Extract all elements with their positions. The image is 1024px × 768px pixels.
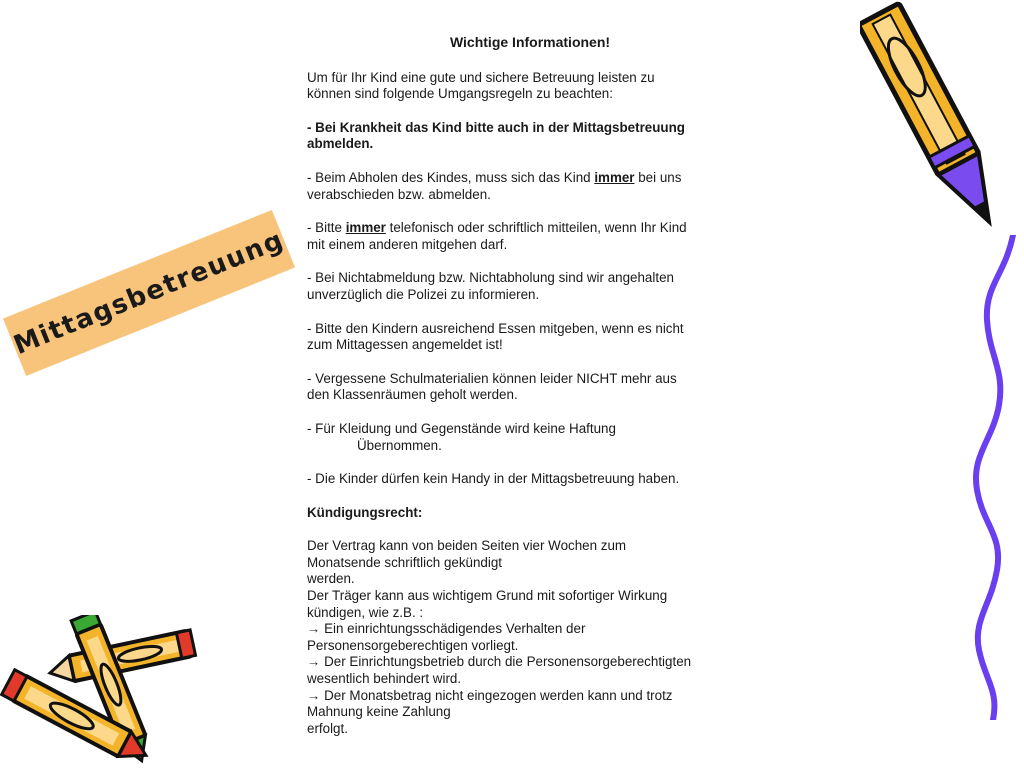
rule-sickness [307, 120, 737, 153]
termination-line: Personensorgeberechtigen vorliegt. [307, 637, 519, 653]
rule-inform-emphasis: immer [345, 220, 386, 236]
termination-line: Monatsende schriftlich gekündigt [307, 554, 503, 570]
rule-pickup-line-2: verabschieden bzw. abmelden. [307, 186, 491, 202]
termination-line: wesentlich behindert wird. [307, 671, 462, 687]
rule-pickup-text-end: bei uns [634, 169, 682, 185]
rule-pickup-text: - Beim Abholen des Kindes, muss sich das Kind [307, 169, 595, 185]
rule-liability-line-1: - Für Kleidung und Gegenstände wird keine Haftung [307, 420, 616, 436]
rule-food [307, 321, 737, 354]
squiggle-line [965, 235, 1020, 720]
termination-line: Mahnung keine Zahlung [307, 704, 451, 720]
rule-police-line-1: - Bei Nichtabmeldung bzw. Nichtabholung sind wir angehalten [307, 270, 674, 286]
rule-pickup [307, 170, 737, 203]
termination-line: kündigen, wie z.B. : [307, 604, 424, 620]
intro-paragraph [307, 70, 737, 103]
mittagsbetreuung-banner [3, 210, 295, 376]
intro-line-2: können sind folgende Umgangsregeln zu beachten: [307, 86, 613, 102]
termination-line: werden. [307, 571, 355, 587]
rule-inform-line-1 [307, 220, 737, 237]
rule-food-line-1: - Bitte den Kindern ausreichend Essen mitgeben, wenn es nicht [307, 320, 684, 336]
termination-line: Der Träger kann aus wichtigem Grund mit sofortiger Wirkung [307, 588, 668, 604]
rule-sickness-line-1: - Bei Krankheit das Kind bitte auch in der Mittagsbetreuung [307, 119, 685, 135]
termination-line: erfolgt. [307, 720, 348, 736]
rule-inform-text-end: telefonisch oder schriftlich mitteilen, wenn Ihr Kind [385, 220, 687, 236]
rule-police [307, 270, 737, 303]
rule-materials-line-1: - Vergessene Schulmaterialien können leider NICHT mehr aus [307, 370, 677, 386]
pencil-icon [860, 0, 1010, 245]
termination-heading: Kündigungsrecht: [307, 504, 423, 520]
rule-police-line-2: unverzüglich die Polizei zu informieren. [307, 286, 540, 302]
rule-liability [307, 421, 737, 454]
rule-materials [307, 371, 737, 404]
termination-text [307, 538, 737, 737]
rule-pickup-line-1 [307, 170, 737, 187]
info-document [307, 34, 737, 737]
rule-inform [307, 220, 737, 253]
termination-line: → Der Einrichtungsbetrieb durch die Personensorgeberechtigten [307, 654, 692, 670]
rule-materials-line-2: den Klassenräumen geholt werden. [307, 387, 518, 403]
rule-pickup-emphasis: immer [594, 169, 635, 185]
rule-food-line-2: zum Mittagessen angemeldet ist! [307, 337, 503, 353]
intro-line-1: Um für Ihr Kind eine gute und sichere Betreuung leisten zu [307, 69, 655, 85]
banner-label: Mittagsbetreuung [9, 225, 289, 361]
document-title: Wichtige Informationen! [449, 34, 611, 50]
rule-sickness-line-2: abmelden. [307, 136, 374, 152]
rule-inform-text: - Bitte [307, 220, 346, 236]
rule-inform-line-2: mit einem anderen mitgehen darf. [307, 236, 508, 252]
rule-phone: - Die Kinder dürfen kein Handy in der Mittagsbetreuung haben. [307, 471, 680, 487]
termination-line: → Der Monatsbetrag nicht eingezogen werden kann und trotz [307, 687, 673, 703]
rule-liability-line-2: Übernommen. [357, 437, 442, 453]
termination-line: → Ein einrichtungsschädigendes Verhalten der [307, 621, 586, 637]
crossed-pencils-icon [0, 615, 210, 765]
termination-line: Der Vertrag kann von beiden Seiten vier Wochen zum [307, 538, 627, 554]
